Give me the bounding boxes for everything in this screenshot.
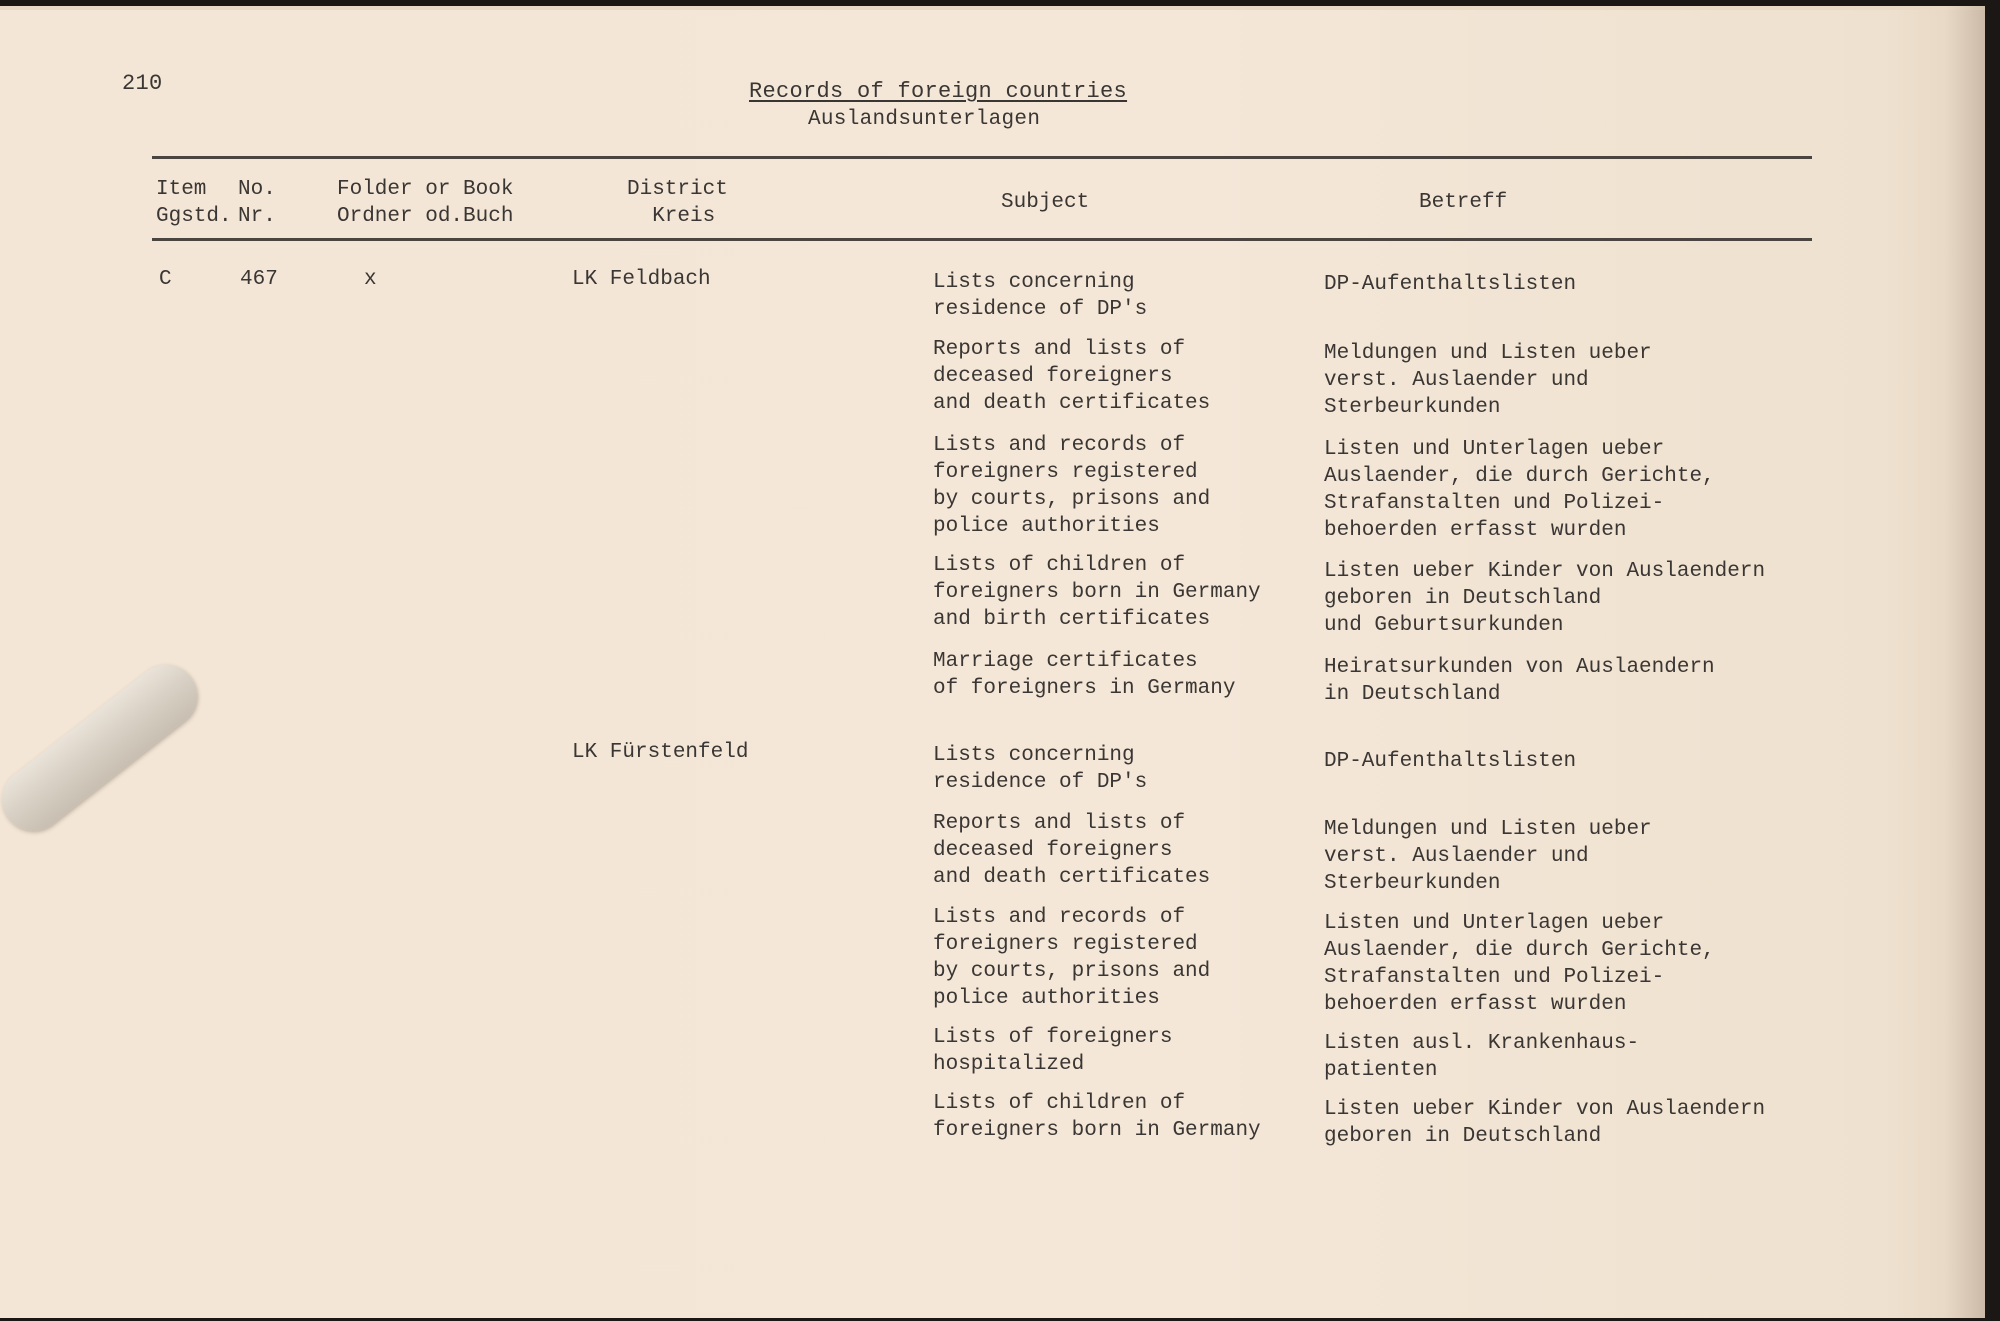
betreff-cell: Listen und Unterlagen ueber Auslaender, die durch Gerichte, Strafanstalten und Polizei- behoerden erfasst wurden [1324, 438, 1715, 542]
district-name: LK Feldbach [572, 268, 711, 291]
betreff-cell: Heiratsurkunden von Auslaendern in Deutschland [1324, 656, 1715, 706]
subject-cell: Reports and lists of deceased foreigners and death certificates [933, 812, 1211, 889]
betreff-cell: Meldungen und Listen ueber verst. Auslaender und Sterbeurkunden [1324, 818, 1652, 895]
page-number: 210 [122, 71, 163, 96]
betreff-cell: Listen und Unterlagen ueber Auslaender, die durch Gerichte, Strafanstalten und Polizei- behoerden erfasst wurden [1324, 912, 1715, 1016]
subject-cell: Lists concerning residence of DP's [933, 271, 1148, 321]
entry-number: 467 [240, 268, 278, 291]
header-betreff: Betreff [1419, 191, 1508, 214]
subject-cell: Reports and lists of deceased foreigners and death certificates [933, 338, 1211, 415]
subject-cell: Lists and records of foreigners registered by courts, prisons and police authorities [933, 434, 1211, 538]
betreff-cell: Listen ausl. Krankenhaus- patienten [1324, 1032, 1640, 1082]
betreff-cell: Meldungen und Listen ueber verst. Auslaender und Sterbeurkunden [1324, 342, 1652, 419]
header-rule-top [152, 156, 1812, 159]
document-subtitle: Auslandsunterlagen [808, 108, 1041, 131]
header-rule-bottom [152, 238, 1812, 241]
subject-cell: Lists of children of foreigners born in Germany and birth certificates [933, 554, 1261, 631]
betreff-cell: DP-Aufenthaltslisten [1324, 273, 1577, 296]
header-folder: Folder or Book Ordner od.Buch [337, 178, 514, 228]
document-page [0, 6, 1985, 1318]
page-edge-shadow [1945, 6, 1985, 1318]
entry-folder: x [364, 268, 377, 291]
entry-item: C [159, 268, 172, 291]
subject-cell: Lists of children of foreigners born in Germany [933, 1092, 1261, 1142]
betreff-cell: Listen ueber Kinder von Auslaendern geboren in Deutschland [1324, 1098, 1766, 1148]
pointer-tool [0, 653, 209, 843]
betreff-cell: DP-Aufenthaltslisten [1324, 750, 1577, 773]
header-no: No. Nr. [238, 178, 276, 228]
document-title: Records of foreign countries [749, 79, 1128, 104]
header-item: Item Ggstd. [156, 178, 232, 228]
header-subject: Subject [1001, 191, 1090, 214]
header-district: District Kreis [627, 178, 728, 228]
subject-cell: Lists and records of foreigners registered by courts, prisons and police authorities [933, 906, 1211, 1010]
betreff-cell: Listen ueber Kinder von Auslaendern geboren in Deutschland und Geburtsurkunden [1324, 560, 1766, 637]
district-name: LK Fürstenfeld [572, 741, 749, 764]
subject-cell: Marriage certificates of foreigners in Germany [933, 650, 1236, 700]
subject-cell: Lists of foreigners hospitalized [933, 1026, 1173, 1076]
subject-cell: Lists concerning residence of DP's [933, 744, 1148, 794]
